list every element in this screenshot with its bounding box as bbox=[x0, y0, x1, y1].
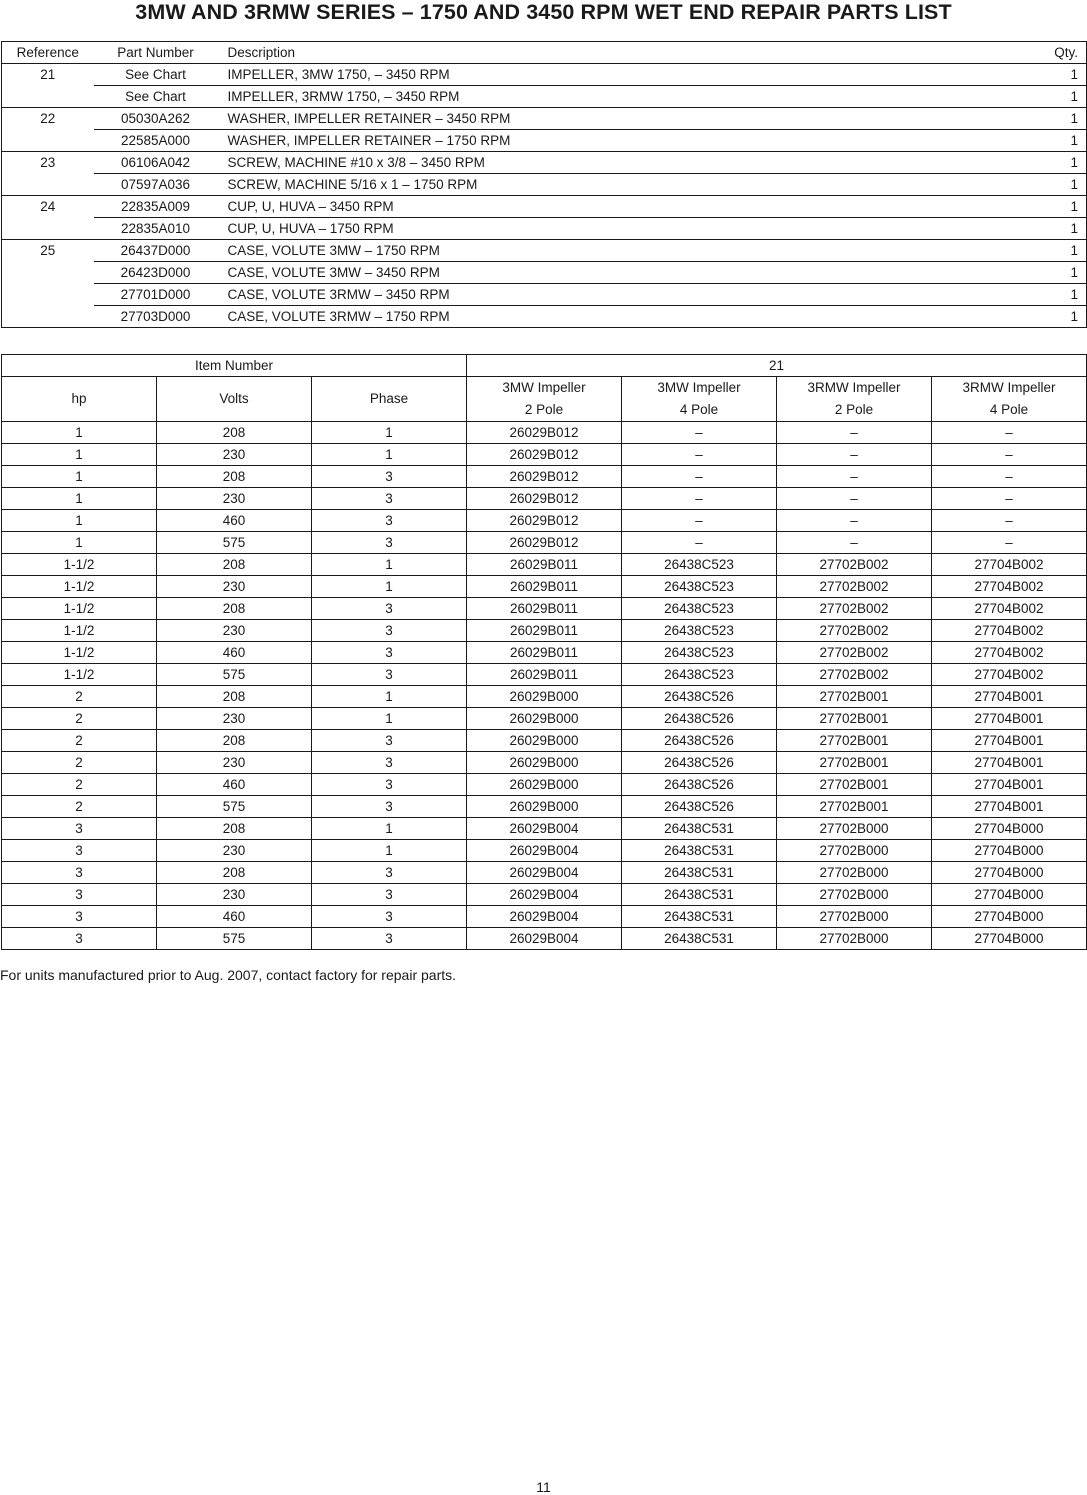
3rmw-2pole-cell: – bbox=[777, 422, 932, 444]
hp-cell: 1 bbox=[2, 532, 157, 554]
impeller-table-row bbox=[2, 818, 1087, 840]
3mw-2pole-cell: 26029B012 bbox=[467, 444, 622, 466]
page-title: 3MW AND 3RMW SERIES – 1750 AND 3450 RPM WET END REPAIR PARTS LIST bbox=[135, 0, 952, 24]
hp-cell: 1 bbox=[2, 510, 157, 532]
hp-column-header: hp bbox=[2, 377, 157, 422]
description-cell: WASHER, IMPELLER RETAINER – 1750 RPM bbox=[218, 130, 1012, 152]
3mw-4pole-cell: 26438C531 bbox=[622, 884, 777, 906]
3rmw-4pole-cell: 27704B000 bbox=[932, 818, 1087, 840]
3rmw-2pole-cell: 27702B000 bbox=[777, 884, 932, 906]
part-number-cell: See Chart bbox=[94, 64, 218, 86]
phase-cell: 1 bbox=[312, 422, 467, 444]
3rmw-2pole-cell: – bbox=[777, 488, 932, 510]
hp-cell: 2 bbox=[2, 774, 157, 796]
3mw-2pole-cell: 26029B012 bbox=[467, 422, 622, 444]
phase-cell: 3 bbox=[312, 532, 467, 554]
3rmw-2pole-cell: 27702B001 bbox=[777, 774, 932, 796]
phase-cell: 1 bbox=[312, 840, 467, 862]
3rmw-4pole-cell: 27704B002 bbox=[932, 598, 1087, 620]
phase-cell: 1 bbox=[312, 686, 467, 708]
3rmw-2pole-cell: 27702B001 bbox=[777, 708, 932, 730]
header-line-1: 3RMW Impeller bbox=[807, 380, 901, 395]
3mw-4pole-cell: 26438C531 bbox=[622, 906, 777, 928]
hp-cell: 3 bbox=[2, 884, 157, 906]
3rmw-2pole-cell: – bbox=[777, 532, 932, 554]
impeller-item-number-row bbox=[2, 355, 1087, 377]
3mw-2pole-cell: 26029B000 bbox=[467, 686, 622, 708]
volts-cell: 230 bbox=[157, 620, 312, 642]
item-number-label: Item Number bbox=[2, 355, 467, 377]
description-cell: SCREW, MACHINE 5/16 x 1 – 1750 RPM bbox=[218, 174, 1012, 196]
hp-cell: 1-1/2 bbox=[2, 598, 157, 620]
hp-cell: 1-1/2 bbox=[2, 554, 157, 576]
3rmw-4pole-cell: 27704B000 bbox=[932, 906, 1087, 928]
3rmw-4pole-cell: 27704B002 bbox=[932, 620, 1087, 642]
3rmw-4pole-cell: – bbox=[932, 444, 1087, 466]
impeller-table-row bbox=[2, 686, 1087, 708]
qty-cell: 1 bbox=[1012, 174, 1087, 196]
3mw-4pole-cell: – bbox=[622, 466, 777, 488]
parts-table-row bbox=[2, 240, 1087, 262]
parts-table-row bbox=[2, 86, 1087, 108]
phase-column-header: Phase bbox=[312, 377, 467, 422]
header-line-1: 3MW Impeller bbox=[657, 380, 741, 395]
part-number-cell: 22835A010 bbox=[94, 218, 218, 240]
phase-cell: 3 bbox=[312, 488, 467, 510]
phase-cell: 3 bbox=[312, 928, 467, 950]
impeller-table-row bbox=[2, 576, 1087, 598]
hp-cell: 1 bbox=[2, 444, 157, 466]
hp-cell: 1 bbox=[2, 422, 157, 444]
qty-cell: 1 bbox=[1012, 152, 1087, 174]
phase-cell: 3 bbox=[312, 642, 467, 664]
3rmw-2pole-cell: 27702B000 bbox=[777, 928, 932, 950]
header-line-1: 3MW Impeller bbox=[502, 380, 586, 395]
part-number-cell: 22835A009 bbox=[94, 196, 218, 218]
qty-cell: 1 bbox=[1012, 262, 1087, 284]
3mw-2pole-cell: 26029B011 bbox=[467, 554, 622, 576]
phase-cell: 3 bbox=[312, 664, 467, 686]
3rmw-4pole-cell: 27704B001 bbox=[932, 774, 1087, 796]
repair-parts-table bbox=[1, 41, 1087, 328]
volts-cell: 230 bbox=[157, 884, 312, 906]
phase-cell: 1 bbox=[312, 818, 467, 840]
impeller-table-row bbox=[2, 862, 1087, 884]
3rmw-2pole-cell: 27702B002 bbox=[777, 664, 932, 686]
header-line-2: 4 Pole bbox=[679, 402, 719, 417]
item-number-value: 21 bbox=[467, 355, 1087, 377]
3rmw-2pole-cell: – bbox=[777, 466, 932, 488]
3rmw-2pole-cell: 27702B001 bbox=[777, 730, 932, 752]
impeller-table-row bbox=[2, 928, 1087, 950]
3rmw-2pole-cell: 27702B002 bbox=[777, 576, 932, 598]
3rmw-4pole-cell: 27704B000 bbox=[932, 840, 1087, 862]
3mw-4pole-cell: – bbox=[622, 510, 777, 532]
reference-column-header: Reference bbox=[2, 42, 94, 64]
volts-cell: 230 bbox=[157, 708, 312, 730]
reference-cell: 24 bbox=[2, 196, 94, 240]
hp-cell: 2 bbox=[2, 752, 157, 774]
volts-cell: 208 bbox=[157, 686, 312, 708]
3mw-4pole-cell: 26438C531 bbox=[622, 840, 777, 862]
phase-cell: 3 bbox=[312, 598, 467, 620]
3rmw-4pole-cell: 27704B002 bbox=[932, 642, 1087, 664]
volts-cell: 208 bbox=[157, 730, 312, 752]
part-number-cell: 27701D000 bbox=[94, 284, 218, 306]
description-cell: CUP, U, HUVA – 3450 RPM bbox=[218, 196, 1012, 218]
volts-cell: 230 bbox=[157, 488, 312, 510]
3mw-2pole-column-header bbox=[467, 377, 622, 422]
impeller-header-row bbox=[2, 377, 1087, 422]
volts-cell: 230 bbox=[157, 576, 312, 598]
impeller-table-row bbox=[2, 488, 1087, 510]
header-line-2: 2 Pole bbox=[524, 402, 564, 417]
3mw-4pole-cell: 26438C523 bbox=[622, 664, 777, 686]
3rmw-2pole-cell: – bbox=[777, 510, 932, 532]
header-line-2: 2 Pole bbox=[834, 402, 874, 417]
qty-cell: 1 bbox=[1012, 306, 1087, 328]
3mw-4pole-cell: 26438C526 bbox=[622, 752, 777, 774]
3rmw-4pole-cell: 27704B001 bbox=[932, 730, 1087, 752]
3mw-2pole-cell: 26029B004 bbox=[467, 928, 622, 950]
hp-cell: 1-1/2 bbox=[2, 620, 157, 642]
3mw-2pole-cell: 26029B011 bbox=[467, 620, 622, 642]
volts-cell: 460 bbox=[157, 774, 312, 796]
3rmw-4pole-cell: 27704B002 bbox=[932, 576, 1087, 598]
volts-cell: 230 bbox=[157, 840, 312, 862]
3rmw-2pole-cell: 27702B001 bbox=[777, 752, 932, 774]
parts-table-row bbox=[2, 196, 1087, 218]
impeller-table-row bbox=[2, 598, 1087, 620]
part-number-cell: 27703D000 bbox=[94, 306, 218, 328]
impeller-table-row bbox=[2, 642, 1087, 664]
3mw-2pole-cell: 26029B004 bbox=[467, 818, 622, 840]
3rmw-4pole-cell: 27704B001 bbox=[932, 752, 1087, 774]
description-cell: CASE, VOLUTE 3MW – 3450 RPM bbox=[218, 262, 1012, 284]
hp-cell: 3 bbox=[2, 862, 157, 884]
3rmw-4pole-cell: 27704B001 bbox=[932, 686, 1087, 708]
volts-cell: 460 bbox=[157, 642, 312, 664]
parts-table-body bbox=[2, 64, 1087, 328]
3mw-4pole-cell: 26438C523 bbox=[622, 554, 777, 576]
parts-table-header-row bbox=[2, 42, 1087, 64]
parts-table-row bbox=[2, 130, 1087, 152]
header-line-2: 4 Pole bbox=[989, 402, 1029, 417]
3mw-2pole-cell: 26029B004 bbox=[467, 906, 622, 928]
description-cell: IMPELLER, 3MW 1750, – 3450 RPM bbox=[218, 64, 1012, 86]
parts-table-row bbox=[2, 218, 1087, 240]
3rmw-2pole-cell: 27702B000 bbox=[777, 906, 932, 928]
phase-cell: 3 bbox=[312, 884, 467, 906]
3rmw-4pole-cell: 27704B002 bbox=[932, 554, 1087, 576]
phase-cell: 1 bbox=[312, 576, 467, 598]
3mw-2pole-cell: 26029B000 bbox=[467, 752, 622, 774]
volts-cell: 230 bbox=[157, 444, 312, 466]
3rmw-4pole-cell: 27704B001 bbox=[932, 708, 1087, 730]
3rmw-4pole-cell: 27704B000 bbox=[932, 884, 1087, 906]
impeller-table-row bbox=[2, 510, 1087, 532]
3mw-2pole-cell: 26029B012 bbox=[467, 510, 622, 532]
reference-cell: 22 bbox=[2, 108, 94, 152]
3mw-4pole-cell: – bbox=[622, 422, 777, 444]
volts-cell: 460 bbox=[157, 906, 312, 928]
3rmw-2pole-cell: 27702B001 bbox=[777, 686, 932, 708]
volts-cell: 230 bbox=[157, 752, 312, 774]
3rmw-4pole-cell: 27704B002 bbox=[932, 664, 1087, 686]
description-cell: SCREW, MACHINE #10 x 3/8 – 3450 RPM bbox=[218, 152, 1012, 174]
impeller-table-row bbox=[2, 620, 1087, 642]
hp-cell: 1-1/2 bbox=[2, 642, 157, 664]
header-line-1: 3RMW Impeller bbox=[962, 380, 1056, 395]
parts-table-row bbox=[2, 108, 1087, 130]
3mw-2pole-cell: 26029B000 bbox=[467, 774, 622, 796]
phase-cell: 3 bbox=[312, 774, 467, 796]
3mw-2pole-cell: 26029B012 bbox=[467, 532, 622, 554]
phase-cell: 3 bbox=[312, 752, 467, 774]
3mw-4pole-cell: 26438C523 bbox=[622, 642, 777, 664]
3rmw-2pole-cell: 27702B000 bbox=[777, 840, 932, 862]
hp-cell: 2 bbox=[2, 730, 157, 752]
part-number-cell: 26423D000 bbox=[94, 262, 218, 284]
impeller-chart-table bbox=[1, 354, 1087, 950]
phase-cell: 3 bbox=[312, 466, 467, 488]
part-number-cell: 07597A036 bbox=[94, 174, 218, 196]
part-number-column-header: Part Number bbox=[94, 42, 218, 64]
volts-cell: 460 bbox=[157, 510, 312, 532]
parts-table-row bbox=[2, 64, 1087, 86]
impeller-table-row bbox=[2, 906, 1087, 928]
3mw-2pole-cell: 26029B011 bbox=[467, 576, 622, 598]
part-number-cell: 05030A262 bbox=[94, 108, 218, 130]
part-number-cell: See Chart bbox=[94, 86, 218, 108]
volts-cell: 575 bbox=[157, 928, 312, 950]
volts-cell: 208 bbox=[157, 818, 312, 840]
3rmw-4pole-cell: 27704B000 bbox=[932, 928, 1087, 950]
hp-cell: 3 bbox=[2, 928, 157, 950]
3mw-2pole-cell: 26029B004 bbox=[467, 840, 622, 862]
parts-table-row bbox=[2, 174, 1087, 196]
parts-table-row bbox=[2, 284, 1087, 306]
phase-cell: 3 bbox=[312, 620, 467, 642]
description-cell: CASE, VOLUTE 3MW – 1750 RPM bbox=[218, 240, 1012, 262]
footnote: For units manufactured prior to Aug. 2007, contact factory for repair parts. bbox=[0, 967, 457, 983]
3rmw-2pole-column-header bbox=[777, 377, 932, 422]
description-cell: WASHER, IMPELLER RETAINER – 3450 RPM bbox=[218, 108, 1012, 130]
impeller-table-row bbox=[2, 422, 1087, 444]
phase-cell: 3 bbox=[312, 510, 467, 532]
3rmw-4pole-cell: – bbox=[932, 422, 1087, 444]
hp-cell: 3 bbox=[2, 906, 157, 928]
3rmw-2pole-cell: – bbox=[777, 444, 932, 466]
qty-cell: 1 bbox=[1012, 284, 1087, 306]
description-column-header: Description bbox=[218, 42, 1012, 64]
volts-cell: 208 bbox=[157, 862, 312, 884]
description-cell: CASE, VOLUTE 3RMW – 3450 RPM bbox=[218, 284, 1012, 306]
phase-cell: 3 bbox=[312, 730, 467, 752]
3mw-2pole-cell: 26029B004 bbox=[467, 884, 622, 906]
volts-cell: 208 bbox=[157, 598, 312, 620]
qty-cell: 1 bbox=[1012, 218, 1087, 240]
3mw-4pole-cell: – bbox=[622, 488, 777, 510]
impeller-table-row bbox=[2, 796, 1087, 818]
3mw-4pole-cell: – bbox=[622, 444, 777, 466]
impeller-table-row bbox=[2, 532, 1087, 554]
phase-cell: 3 bbox=[312, 862, 467, 884]
page-number: 11 bbox=[536, 1479, 551, 1495]
impeller-table-row bbox=[2, 708, 1087, 730]
3mw-4pole-cell: 26438C526 bbox=[622, 686, 777, 708]
hp-cell: 1 bbox=[2, 466, 157, 488]
phase-cell: 1 bbox=[312, 554, 467, 576]
3mw-2pole-cell: 26029B012 bbox=[467, 466, 622, 488]
volts-cell: 575 bbox=[157, 532, 312, 554]
3rmw-4pole-cell: – bbox=[932, 532, 1087, 554]
3rmw-4pole-column-header bbox=[932, 377, 1087, 422]
3rmw-2pole-cell: 27702B002 bbox=[777, 598, 932, 620]
impeller-table-body bbox=[2, 422, 1087, 950]
3rmw-2pole-cell: 27702B002 bbox=[777, 554, 932, 576]
3mw-4pole-cell: 26438C526 bbox=[622, 796, 777, 818]
reference-cell: 23 bbox=[2, 152, 94, 196]
impeller-table-row bbox=[2, 840, 1087, 862]
hp-cell: 2 bbox=[2, 796, 157, 818]
3mw-4pole-cell: 26438C531 bbox=[622, 862, 777, 884]
3mw-2pole-cell: 26029B004 bbox=[467, 862, 622, 884]
parts-table-row bbox=[2, 306, 1087, 328]
3rmw-4pole-cell: 27704B000 bbox=[932, 862, 1087, 884]
3mw-4pole-cell: 26438C526 bbox=[622, 774, 777, 796]
hp-cell: 1-1/2 bbox=[2, 664, 157, 686]
phase-cell: 1 bbox=[312, 444, 467, 466]
qty-cell: 1 bbox=[1012, 130, 1087, 152]
impeller-table-row bbox=[2, 554, 1087, 576]
phase-cell: 3 bbox=[312, 906, 467, 928]
volts-column-header: Volts bbox=[157, 377, 312, 422]
3mw-4pole-cell: 26438C523 bbox=[622, 598, 777, 620]
parts-table-row bbox=[2, 262, 1087, 284]
impeller-table-row bbox=[2, 730, 1087, 752]
3mw-2pole-cell: 26029B012 bbox=[467, 488, 622, 510]
hp-cell: 1 bbox=[2, 488, 157, 510]
3mw-2pole-cell: 26029B000 bbox=[467, 730, 622, 752]
description-cell: CUP, U, HUVA – 1750 RPM bbox=[218, 218, 1012, 240]
3rmw-2pole-cell: 27702B002 bbox=[777, 642, 932, 664]
volts-cell: 208 bbox=[157, 466, 312, 488]
volts-cell: 575 bbox=[157, 796, 312, 818]
impeller-table-row bbox=[2, 752, 1087, 774]
hp-cell: 2 bbox=[2, 686, 157, 708]
3mw-2pole-cell: 26029B000 bbox=[467, 708, 622, 730]
impeller-table-row bbox=[2, 774, 1087, 796]
phase-cell: 3 bbox=[312, 796, 467, 818]
3rmw-4pole-cell: – bbox=[932, 510, 1087, 532]
impeller-table-row bbox=[2, 884, 1087, 906]
reference-cell: 25 bbox=[2, 240, 94, 328]
3mw-4pole-cell: – bbox=[622, 532, 777, 554]
impeller-table-row bbox=[2, 466, 1087, 488]
3mw-4pole-cell: 26438C526 bbox=[622, 730, 777, 752]
description-cell: IMPELLER, 3RMW 1750, – 3450 RPM bbox=[218, 86, 1012, 108]
qty-cell: 1 bbox=[1012, 196, 1087, 218]
3rmw-4pole-cell: 27704B001 bbox=[932, 796, 1087, 818]
3rmw-2pole-cell: 27702B000 bbox=[777, 862, 932, 884]
3mw-2pole-cell: 26029B011 bbox=[467, 598, 622, 620]
3mw-2pole-cell: 26029B011 bbox=[467, 642, 622, 664]
3rmw-2pole-cell: 27702B002 bbox=[777, 620, 932, 642]
3mw-2pole-cell: 26029B000 bbox=[467, 796, 622, 818]
3mw-4pole-cell: 26438C523 bbox=[622, 576, 777, 598]
3mw-4pole-cell: 26438C523 bbox=[622, 620, 777, 642]
description-cell: CASE, VOLUTE 3RMW – 1750 RPM bbox=[218, 306, 1012, 328]
impeller-table-row bbox=[2, 444, 1087, 466]
part-number-cell: 06106A042 bbox=[94, 152, 218, 174]
qty-cell: 1 bbox=[1012, 240, 1087, 262]
volts-cell: 208 bbox=[157, 554, 312, 576]
3rmw-4pole-cell: – bbox=[932, 466, 1087, 488]
3rmw-2pole-cell: 27702B000 bbox=[777, 818, 932, 840]
3mw-2pole-cell: 26029B011 bbox=[467, 664, 622, 686]
volts-cell: 208 bbox=[157, 422, 312, 444]
qty-cell: 1 bbox=[1012, 108, 1087, 130]
part-number-cell: 26437D000 bbox=[94, 240, 218, 262]
3rmw-2pole-cell: 27702B001 bbox=[777, 796, 932, 818]
3mw-4pole-column-header bbox=[622, 377, 777, 422]
phase-cell: 1 bbox=[312, 708, 467, 730]
qty-cell: 1 bbox=[1012, 86, 1087, 108]
3mw-4pole-cell: 26438C526 bbox=[622, 708, 777, 730]
hp-cell: 3 bbox=[2, 818, 157, 840]
reference-cell: 21 bbox=[2, 64, 94, 108]
hp-cell: 1-1/2 bbox=[2, 576, 157, 598]
part-number-cell: 22585A000 bbox=[94, 130, 218, 152]
3mw-4pole-cell: 26438C531 bbox=[622, 818, 777, 840]
parts-table-row bbox=[2, 152, 1087, 174]
volts-cell: 575 bbox=[157, 664, 312, 686]
hp-cell: 3 bbox=[2, 840, 157, 862]
qty-column-header: Qty. bbox=[1012, 42, 1087, 64]
qty-cell: 1 bbox=[1012, 64, 1087, 86]
hp-cell: 2 bbox=[2, 708, 157, 730]
3mw-4pole-cell: 26438C531 bbox=[622, 928, 777, 950]
impeller-table-row bbox=[2, 664, 1087, 686]
3rmw-4pole-cell: – bbox=[932, 488, 1087, 510]
